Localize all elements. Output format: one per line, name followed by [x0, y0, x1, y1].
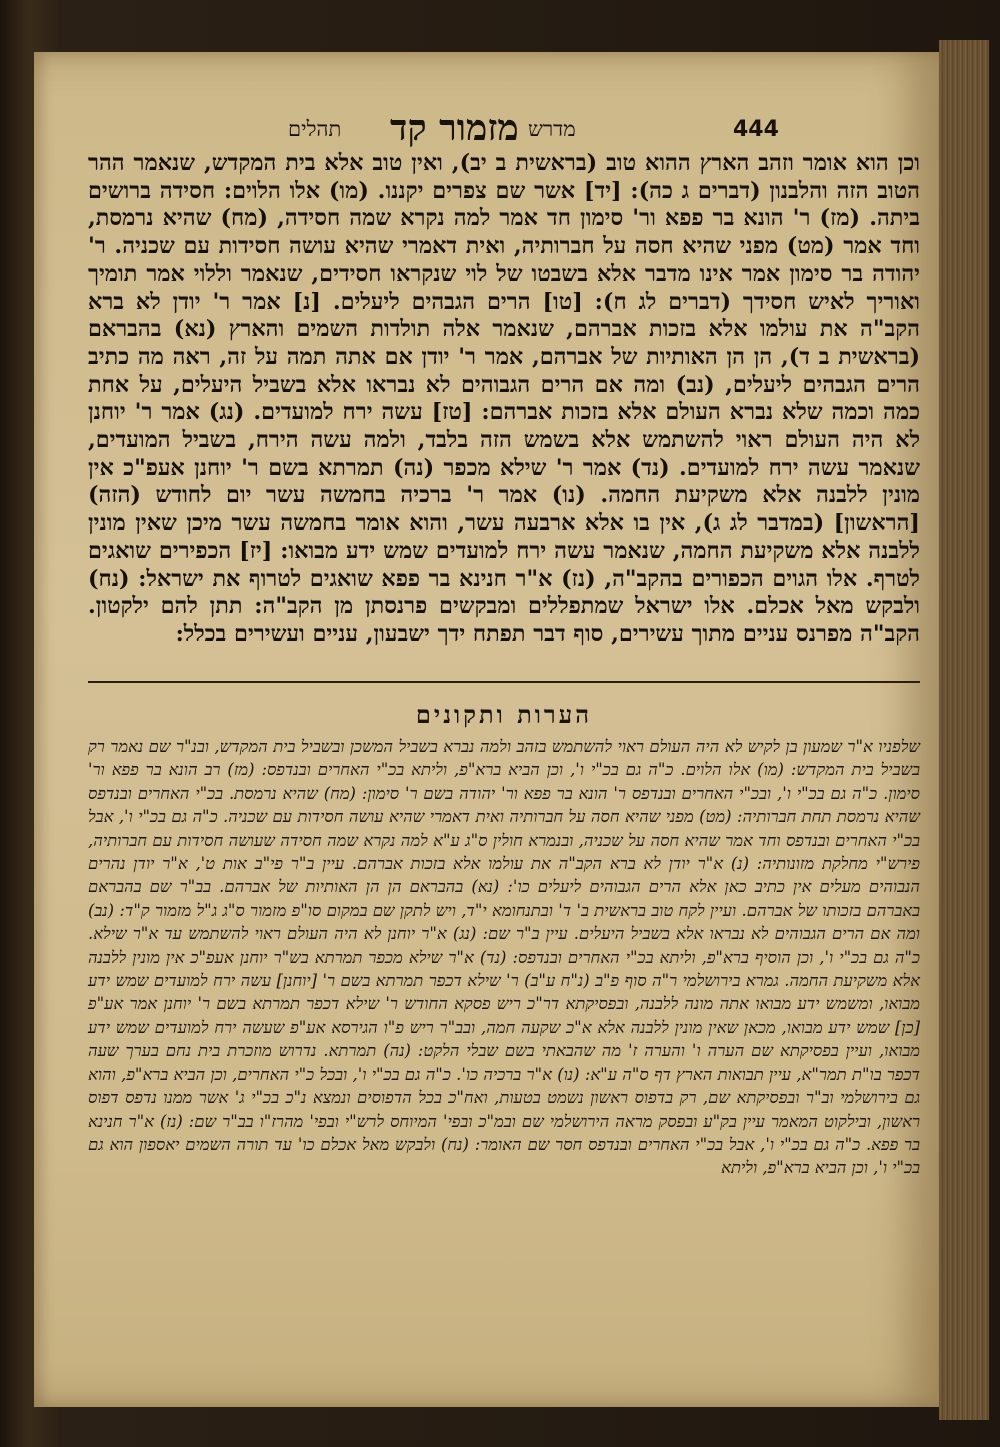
book-page-edges — [939, 40, 989, 1420]
page-number: 444 — [733, 117, 779, 142]
section-divider — [88, 681, 920, 683]
main-text-paragraph: וכן הוא אומר וזהב הארץ ההוא טוב (בראשית ב יב), ואין טוב אלא בית המקדש, שנאמר ההר הטוב הזה והלבנון (דברים ג כה): [יד] אשר שם צפרים יקננו. (מו) אלו הלוים: חסידה ברושים ביתה. (מז) ר' הונא בר פפא ור' סימון חד אמר למה נקרא שמה חסידה, (מח) שהיא נרמסת, וחד אמר (מט) מפני שהיא חסה על חברותיה, ואית דאמרי שהיא עושה חסידות עם שכניה. ר' יהודה בר סימון אמר אינו מדבר אלא בשבטו של לוי שנקראו חסידים, שנאמר וללוי אמר תומיך ואוריך לאיש חסידך (דברים לג ח): [טו] הרים הגבהים ליעלים. [נ] אמר ר' יודן לא ברא הקב"ה את עולמו אלא בזכות אברהם, שנאמר אלה תולדות השמים והארץ (נא) בהבראם (בראשית ב ד), הן הן האותיות של אברהם, אמר ר' יודן אם אתה תמה על זה, ראה מה כתיב הרים הגבהים ליעלים, (נב) ומה אם הרים הגבוהים לא נבראו אלא בשביל היעלים, על אחת כמה וכמה שלא נברא העולם אלא בזכות אברהם: [טז] עשה ירח למועדים. (נג) אמר ר' יוחנן לא היה העולם ראוי להשתמש אלא בשמש הזה בלבד, ולמה עשה הירח, בשביל המועדים, שנאמר עשה ירח למועדים. (נד) אמר ר' שילא מכפר (נה) תמרתא בשם ר' יוחנן אעפ"כ אין מונין ללבנה אלא משקיעת החמה. (נו) אמר ר' ברכיה בחמשה עשר יום לחודש (הזה) [הראשון] (במדבר לג ג), אין בו אלא ארבעה עשר, והוא אומר בחמשה עשר מיכן שאין מונין ללבנה אלא משקיעת החמה, שנאמר עשה ירח למועדים שמש ידע מבואו: [יז] הכפירים שואגים לטרף. אלו הגוים הכפורים בהקב"ה, (נז) א"ר חנינא בר פפא שואגים לטרוף את ישראל: (נח) ולבקש מאל אכלם. אלו ישראל שמתפללים ומבקשים פרנסתן מן הקב"ה: תתן להם ילקטון. הקב"ה מפרנס עניים מתוך עשירים, סוף דבר תפתח ידך ישבעון, עניים ועשירים בכלל: — [88, 150, 920, 647]
notes-and-corrections-text: שלפניו א"ר שמעון בן לקיש לא היה העולם ראוי להשתמש בזהב ולמה נברא בשביל המשכן ובשביל בית המקדש, ובנ"ר שם נאמר רק בשביל בית המקדש: (מו) אלו הלוים. כ"ה גם בכ"י ו', וכן הביא ברא"פ, וליתא בכ"י האחרים ובנדפס: (מז) רב הונא בר פפא ור' סימון. כ"ה גם בכ"י ו', ובכ"י האחרים ובנדפס ר' הונא בר פפא ור' יהודה בשם ר' סימון: (מח) שהיא נרמסת. בכ"י האחרים ובנדפס שהיא נרמסת תחת חברותיה: (מט) מפני שהיא חסה על חברותיה ואית דאמרי שהיא עושה חסידות עם שכניה. כ"ה גם בכ"י ו', אבל בכ"י האחרים ובנדפס וחד אמר שהיא חסה על שכניה, ובנמרא חולין ס"ג ע"א למה נקרא שמה חסידה שעושה חסידות עם חברותיה, פירש"י מחלקת מזונותיה: (נ) א"ר יודן לא ברא הקב"ה את עולמו אלא בזכות אברהם. עיין ב"ר פי"ב אות ט', א"ר יודן נהרים הנבוהים מעלים אין כתיב כאן אלא הרים הגבוהים ליעלים כו': (נא) בהבראם הן הן האותיות של אברהם. בב"ר שם בהבראם באברהם בזכותו של אברהם. ועיין לקח טוב בראשית ב' ד' ובתנחומא י"ד, ויש לתקן שם במקום סו"פ מזמור ס"ג ג"ל מזמור ק"ד: (נב) ומה אם הרים הגבוהים לא נבראו אלא בשביל היעלים. עיין ב"ר שם: (נג) א"ר יוחנן לא היה העולם ראוי להשתמש עד א"ר שילא. כ"ה גם בכ"י ו', וכן הוסיף ברא"פ, וליתא בכ"י האחרים ובנדפס: (נד) א"ר שילא מכפר תמרתא בש"ר יוחנן אעפ"כ אין מונין ללבנה אלא משקיעת החמה. גמרא בירושלמי ר"ה סוף פ"ב (נ"ח ע"ב) ר' שילא דכפר תמרתא בשם ר' [יוחנן] עשה ירח למועדים שמש ידע מבואו, ומשמש ידע מבואו אתה מונה ללבנה, ובפסיקתא דר"כ ריש פסקא החודש ר' שילא דכפר תמרתא בשם ר' יוחנן אמר אע"פ [כן] שמש ידע מבואו, מכאן שאין מונין ללבנה אלא א"כ שקעה חמה, ובב"ר ריש פ"ו הגירסא אע"פ שעשה ירח למועדים שמש ידע מבואו, ועיין בפסיקתא שם הערה ו' והערה ז' מה שהבאתי בשם שבלי הלקט: (נה) תמרתא. נדרוש מוזכרת בית נחם בערך שעה דכפר בו"ת תמר"א, עיין תבואות הארץ דף ס"ה ע"א: (נו) א"ר ברכיה כו'. כ"ה גם בכ"י ו', ובכל כ"י האחרים, וכן הביא ברא"פ, והוא גם בירושלמי וב"ר ובפסיקתא שם, רק בדפוס ראשון נשמט בטעות, ואח"כ בכל הדפוסים ונמצא נ"כ בכ"י ג' אשר ממנו נדפס דפוס ראשון, ובילקוט המאמר עיין בק"ע ובפסק מראה הירושלמי שם ובמ"כ ובפי' המיוחס לרש"י ובפי' מהרז"ו בב"ר שם: (נז) א"ר חנינא בר פפא. כ"ה גם בכ"י ו', אבל בכ"י האחרים ובנדפס חסר שם האומר: (נח) ולבקש מאל אכלם כו' עד תורה השמים יאספון הוא גם בכ"י ו', וכן הביא ברא"פ, וליתא — [88, 737, 920, 1178]
running-head-tehillim: תהלים — [288, 117, 342, 141]
notes-heading: הערות ותקונים — [415, 700, 593, 729]
psalm-title: מזמור קד — [390, 107, 519, 149]
midrash-main-text — [88, 150, 920, 649]
running-head-midrash: מדרש — [528, 117, 576, 141]
page-header — [60, 105, 900, 153]
